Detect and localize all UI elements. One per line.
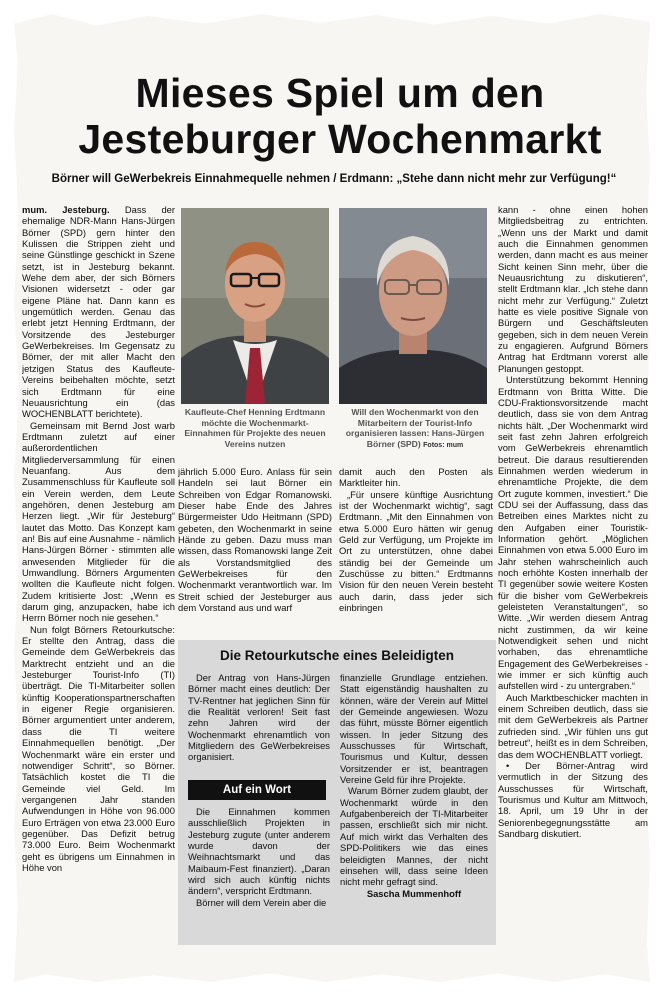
photo-credit: Fotos: mum <box>423 441 464 449</box>
paragraph: Die Einnahmen kommen ausschließlich Projekten in Jesteburg zugute (unter anderem wurde davon der Weihnachtsmarkt und das Maibaum-Fest finanziert). „Daran wird sich auch künftig nichts ändern“, verspricht Erdtmann. <box>188 806 330 897</box>
paragraph: Auch Marktbeschicker machten in einem Schreiben deutlich, dass sie mit dem GeWerbekreis als Partner zufrieden sind. „Wir fühlen uns gut betreut“, heißt es in dem Schreiben, das dem WOCHENBLATT vorliegt. <box>498 691 648 760</box>
paragraph: Nun folgt Börners Retourkutsche: Er stellte den Antrag, dass die Gemeinde dem GeWerbekreis das Marktrecht entzieht und an die Jesteburger Tourist-Info (TI) überträgt. Die TI-Mitarbeiter sollen künftig Kooperationspartnerschaften in eigener Regie organisieren. Börner argumentiert unter anderem, dass die TI weitere Einnahmequellen benötigt. „Der Wochenmarkt wäre ein erster und notwendiger Schritt“, so Börner. Tatsächlich kostet die TI die Gemeinde viel Geld. Im vergangenen Jahr standen Aufwendungen in Höhe von 96.000 Euro Erträgen von etwa 23.000 Euro gegenüber. Das Defizit betrug 73.000 Euro. Beim Wochenmarkt geht es übrigens um Einnahmen in Höhe von <box>22 623 175 873</box>
subheadline: Börner will GeWerbekreis Einnahmequelle nehmen / Erdmann: „Stehe dann nicht mehr zur Verfügung!“ <box>51 173 617 185</box>
paragraph: Der Antrag von Hans-Jürgen Börner macht eines deutlich: Der TV-Rentner hat jeglichen Sinn für die Realität verloren! Seit fast zehn Jahren wird der Wochenmarkt ehrenamtlich von Mitgliedern des GeWerbekreises organisiert. <box>188 672 330 763</box>
commentary-author: Sascha Mummenhoff <box>366 887 462 899</box>
paragraph: kann - ohne einen hohen Mitgliedsbeitrag zu entrichten. „Wenn uns der Markt und damit auch die Einnahmen genommen werden, dann macht es aus meiner Sicht keinen Sinn mehr, über die Neuausrichtung zu diskutieren“, stellt Erdtmann klar. „Ich stehe dann nicht mehr zur Verfügung.“ Zuletzt hatte es viele positive Signale von Bürgern und Geschäftsleuten gegeben, sich in dem neuen Verein zu engagieren. Aufgrund Börners Antrag hat Erdtmann vorerst alle Planungen gestoppt. <box>498 204 648 374</box>
commentary-column-left <box>188 672 330 778</box>
paragraph: finanzielle Grundlage entziehen. Statt eigenständig haushalten zu können, wäre der Verein auf Mittel der Gemeinde angewiesen. Wozu das führt, müsste Börner eigentlich wissen. In jeder Sitzung des Ausschusses für Wirtschaft, Tourismus und Kultur, dessen Vorsitzender er ist, beantragen Vereine Geld für ihre Projekte. <box>340 672 488 786</box>
portrait-image <box>339 208 487 404</box>
commentary-tag: Auf ein Wort <box>188 780 326 800</box>
article-column-2 <box>178 466 332 636</box>
article-column-3 <box>339 466 493 636</box>
paragraph: Börner will dem Verein aber die <box>196 896 327 908</box>
paragraph-text: Dass der ehemalige NDR-Mann Hans-Jürgen Börner (SPD) gern hinter den Kulissen die Strippen zieht und seine Günstlinge geschickt in Szene setzt, ist in Jesteburg bekannt. Wehe dem aber, der sich Börners Visionen widersetzt - oder gar eigene Pläne hat. Dann kann es ungemütlich werden. Genau das erlebt jetzt Henning Erdtmann, der Vorsitzende des Jesteburger GeWerbekreises. Im Gegensatz zu Börner, der mit aller Macht den jetzigen Status des Kaufleute-Vereins beibehalten möchte, setzt sich Erdtmann für eine Neuausrichtung ein (das WOCHENBLATT berichtete). <box>22 204 175 420</box>
portrait-image <box>181 208 329 404</box>
headline: Mieses Spiel um den Jesteburger Wochenmarkt <box>78 70 602 162</box>
photo-caption-left: Kaufleute-Chef Henning Erdtmann möchte die Wochenmarkt-Einnahmen für Projekte des neuen Vereins nutzen <box>184 407 326 449</box>
commentary-column-right <box>340 672 488 942</box>
paragraph <box>22 204 175 420</box>
commentary-box <box>178 640 496 945</box>
caption-text: Will den Wochenmarkt von den Mitarbeitern der Tourist-Info organisieren lassen: Hans-Jürgen Börner (SPD) <box>345 407 485 449</box>
photo-hans-juergen-boerner <box>339 208 487 404</box>
paragraph: • Der Börner-Antrag wird vermutlich in der Sitzung des Ausschusses für Wirtschaft, Tourismus und Kultur am Mittwoch, 18. April, um 19 Uhr in der Seniorenbegegnungsstätte am Sandbarg diskutiert. <box>498 759 648 839</box>
commentary-title: Die Retourkutsche eines Beleidigten <box>219 648 455 663</box>
photo-caption-right <box>339 407 491 451</box>
article-column-4 <box>498 204 648 936</box>
photo-henning-erdtmann <box>181 208 329 404</box>
article-column-1 <box>22 204 175 949</box>
paragraph: Unterstützung bekommt Henning Erdtmann von Britta Witte. Die CDU-Fraktionsvorsitzende macht deutlich, dass sie von dem Antrag nichts hält. „Der Wochenmarkt wird seit fast zehn Jahren erfolgreich vom GeWerbekreis ehrenamtlich betreut. Die daraus resultierenden Einnahmen werden wiederum in ehrenamtliche Projekte, die dem Ort zugute kommen, investiert.“ Die CDU sei der Auffassung, dass das Betreiben eines Marktes nicht zu den Aufgaben einer Touristik-Information gehört. „Möglichen Einnahmen von etwa 5.000 Euro im Jahr stehen wahrscheinlich auch noch erhöhte Kosten innerhalb der TI gegenüber sowie weitere Kosten für die bisher vom GeWerbekreis geleisteten Veranstaltungen“, so Witte. „Wir werden diesem Antrag nicht zustimmen, da wir keine Notwendigkeit sehen und nicht vorhaben, das ehrenamtliche Engagement des GeWerbekreises - wie immer er sich künftig auch aufstellen wird - zu untergraben.“ <box>498 374 648 692</box>
paragraph: Gemeinsam mit Bernd Jost warb Erdtmann zuletzt auf einer außerordentlichen Mitgliederversammlung für einen Neuanfang. Aus dem Zusammenschluss für Kaufleute soll ein Verein werden, dem Leute angehören, denen Jesteburg am Herzen liegt. „Wir für Jesteburg“ lautet das Motto. Das Konzept kam an! Bis auf eine Ausnahme - nämlich Hans-Jürgen Börner - stimmten alle anwesenden Mitglieder für die Umwandlung. Börners Argumenten wollten die Kaufleute nicht folgen. Zudem kritisierte Jost: „Wenn es darum ging, anzupacken, habe ich Herrn Börner noch nie gesehen.“ <box>22 419 175 624</box>
dateline: mum. Jesteburg. <box>22 204 110 215</box>
paragraph: jährlich 5.000 Euro. Anlass für sein Handeln sei laut Börner ein Schreiben von Edgar Romanowski. Dieser habe Ende des Jahres Bürgermeister Udo Heitmann (SPD) gebeten, den Wochenmarkt in seine Hände zu geben. Dazu muss man wissen, dass Romanowski lange Zeit als Vorstandsmitglied des GeWerbekreises für den Wochenmarkt verantwortlich war. Im Streit schied der Jesteburger aus dem Vorstand aus und warf <box>178 466 332 614</box>
paragraph: Warum Börner zudem glaubt, der Wochenmarkt würde in den Aufgabenbereich der TI-Mitarbeiter passen, erschließt sich mir nicht. Auf mich wirkt das Verhalten des SPD-Politikers wie das eines beleidigten Mannes, der nicht einsehen will, dass seine Ideen nicht mehr gefragt sind. <box>340 785 488 888</box>
commentary-column-left-lower <box>188 806 330 942</box>
paragraph: „Für unsere künftige Ausrichtung ist der Wochenmarkt wichtig“, sagt Erdtmann. „Mit den Einnahmen von etwa 5.000 Euro hätten wir genug Geld zur Verfügung, um Projekte im Ort zu unterstützen, ohne dabei ständig bei der Gemeinde um Zuschüsse zu bitten.“ Erdtmanns Vision für den neuen Verein besteht auch darin, dass jeder sich einbringen <box>339 488 493 614</box>
paragraph: damit auch den Posten als Marktleiter hin. <box>339 466 493 489</box>
